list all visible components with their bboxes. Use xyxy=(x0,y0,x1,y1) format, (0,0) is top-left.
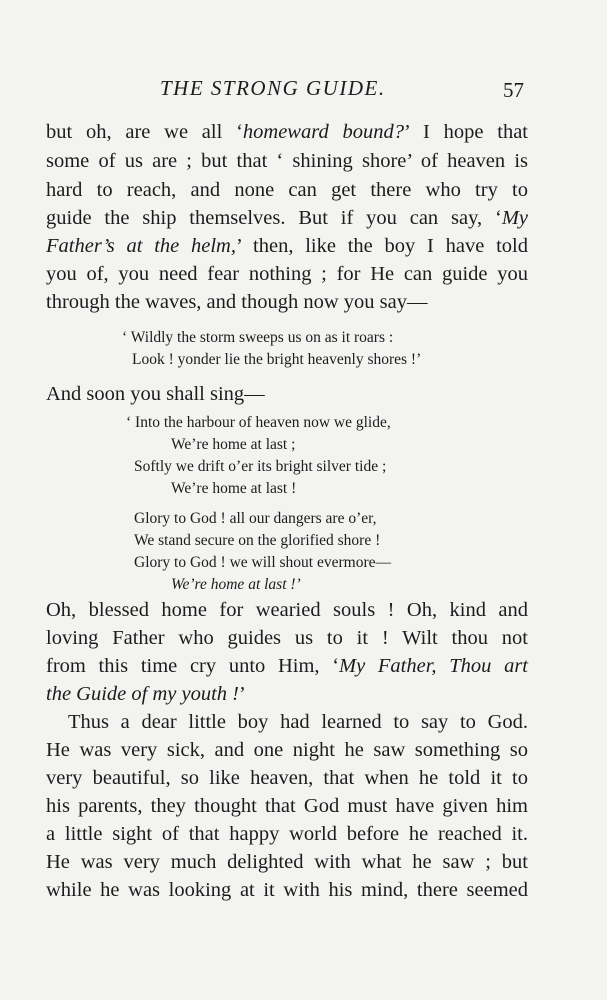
verse-line: Look ! yonder lie the bright heavenly shores !’ xyxy=(132,351,422,368)
paragraph-line: while he was looking at it with his mind, there seemed xyxy=(46,879,528,901)
paragraph-line: loving Father who guides us to it ! Wilt thou not xyxy=(46,627,528,649)
paragraph-line: guide the ship themselves. But if you can say, ‘My xyxy=(46,207,528,229)
italic-phrase: the Guide of my youth ! xyxy=(46,683,239,705)
hymn-line: We stand secure on the glorified shore ! xyxy=(134,532,381,549)
hymn-line: Glory to God ! we will shout evermore— xyxy=(134,554,391,571)
paragraph-line: from this time cry unto Him, ‘My Father, Thou art xyxy=(46,655,529,677)
paragraph-line: his parents, they thought that God must have given him xyxy=(46,795,528,817)
page-number: 57 xyxy=(503,78,524,102)
paragraph-line: through the waves, and though now you say— xyxy=(46,291,428,313)
paragraph-line: but oh, are we all ‘homeward bound?’ I hope that xyxy=(46,121,528,143)
paragraph-line: Thus a dear little boy had learned to say to God. xyxy=(68,711,528,733)
hymn-line: Glory to God ! all our dangers are o’er, xyxy=(134,510,377,527)
paragraph-line: Oh, blessed home for wearied souls ! Oh, kind and xyxy=(46,599,528,621)
paragraph-line: very beautiful, so like heaven, that when he told it to xyxy=(46,767,528,789)
hymn-line: We’re home at last !’ xyxy=(171,576,301,593)
paragraph-line: He was very sick, and one night he saw something so xyxy=(46,739,528,761)
paragraph-line: some of us are ; but that ‘ shining shore’ of heaven is xyxy=(46,150,528,172)
paragraph-line: Father’s at the helm,’ then, like the boy I have told xyxy=(46,235,528,257)
hymn-line: Softly we drift o’er its bright silver tide ; xyxy=(134,458,387,475)
page-header xyxy=(0,72,607,108)
hymn-line: We’re home at last ! xyxy=(171,480,297,497)
italic-phrase: My Father, Thou art xyxy=(339,655,529,677)
paragraph-line: He was very much delighted with what he saw ; but xyxy=(46,851,528,873)
paragraph-line: you of, you need fear nothing ; for He can guide you xyxy=(46,263,528,285)
paragraph-line: a little sight of that happy world before he reached it. xyxy=(46,823,528,845)
italic-phrase: Father’s at the helm, xyxy=(46,235,236,257)
verse-line: ‘ Wildly the storm sweeps us on as it roars : xyxy=(122,329,394,346)
italic-phrase: My xyxy=(501,207,528,229)
hymn-line: ‘ Into the harbour of heaven now we glide, xyxy=(126,414,391,431)
paragraph-line: And soon you shall sing— xyxy=(46,383,265,405)
paragraph-line: hard to reach, and none can get there who try to xyxy=(46,179,528,201)
paragraph-line: the Guide of my youth !’ xyxy=(46,683,246,705)
running-title: THE STRONG GUIDE. xyxy=(160,76,386,100)
italic-phrase: homeward bound? xyxy=(242,121,404,143)
hymn-line: We’re home at last ; xyxy=(171,436,296,453)
